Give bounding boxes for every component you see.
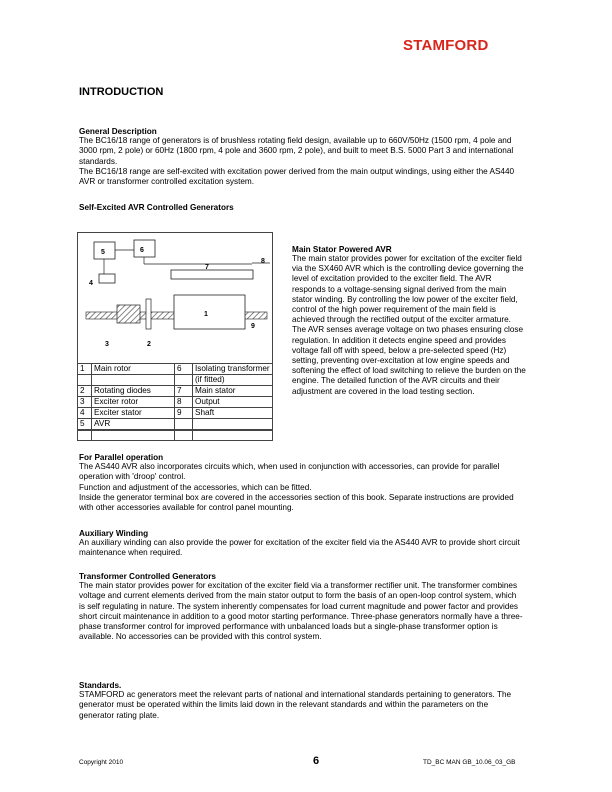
auxiliary-winding-section [79, 529, 524, 559]
main-stator-heading: Main Stator Powered AVR [292, 245, 392, 254]
diagram-label-7: 7 [205, 264, 209, 271]
stamford-logo: STAMFORD [403, 37, 489, 54]
exciter-stator [99, 274, 115, 283]
general-description-paragraph-2: The BC16/18 range are self-excited with excitation power derived from the main output windings, using either the AS440 AVR or transformer controlled excitation system. [79, 166, 515, 187]
footer-document-code: TD_BC MAN GB_10.06_03_GB [423, 759, 516, 766]
diagram-label-2: 2 [147, 341, 151, 348]
diagram-label-8: 8 [261, 258, 265, 265]
diagram-label-9: 9 [251, 323, 255, 330]
diagram-label-1: 1 [204, 311, 208, 318]
isolating-transformer-box [134, 240, 155, 257]
transformer-controlled-section [79, 572, 524, 643]
main-rotor [174, 295, 245, 329]
legend-row: 5 AVR [78, 419, 273, 430]
general-description-paragraph-1: The BC16/18 range of generators is of brushless rotating field design, available up to 660V/50Hz (1500 rpm, 4 pole and 3000 rpm, 2 pole) or 60Hz (1800 rpm, 4 pole and 3600 rpm, 2 pole), and built to meet B.S. 5000 Part 3 and international standards. [79, 136, 514, 166]
parallel-operation-paragraph-1: The AS440 AVR also incorporates circuits which, when used in conjunction with accessories, can provide for parallel operation with 'droop' control. [79, 462, 500, 482]
diagram-label-6: 6 [140, 247, 144, 254]
generator-schematic [78, 233, 274, 365]
auxiliary-winding-heading: Auxiliary Winding [79, 529, 149, 538]
main-stator-section [292, 245, 527, 397]
parallel-operation-paragraph-2: Function and adjustment of the accessories, which can be fitted. [79, 482, 312, 492]
exciter-rotor [117, 305, 140, 323]
diagram-label-4: 4 [89, 280, 93, 287]
main-stator [171, 270, 253, 279]
legend-row: 2 Rotating diodes 7 Main stator [78, 386, 273, 397]
rotating-diodes [146, 299, 151, 329]
legend-row: 4 Exciter stator 9 Shaft [78, 408, 273, 419]
footer-copyright: Copyright 2010 [79, 759, 124, 766]
standards-body: STAMFORD ac generators meet the relevant parts of national and international standards pertaining to generators. The generator must be operated within the limits laid down in the relevant standards and within the parameters on the generator rating plate. [79, 690, 512, 720]
transformer-controlled-body: The main stator provides power for excitation of the exciter field via a transformer rectifier unit. The transformer combines voltage and current elements derived from the main stator output to form the basis of an open-loop control system, which is self regulating in nature. The system inherently compensates for load current magnitude and power factor and provides short circuit maintenance in addition to a good motor starting performance. Three-phase generators normally have a three-phase transformer control for improved performance with unbalanced loads but a single-phase transformer option is available. No accessories can be provided with this control system. [79, 581, 523, 642]
self-excited-heading: Self-Excited AVR Controlled Generators [79, 203, 234, 212]
diagram-legend-table [77, 363, 273, 441]
standards-section [79, 681, 524, 721]
footer-page-number: 6 [313, 755, 320, 767]
parallel-operation-heading: For Parallel operation [79, 453, 164, 462]
diagram-label-3: 3 [105, 341, 109, 348]
self-excited-section [79, 203, 524, 212]
general-description-heading: General Description [79, 127, 157, 136]
parallel-operation-section [79, 453, 524, 513]
general-description-section [79, 127, 524, 187]
standards-heading: Standards. [79, 681, 122, 690]
main-stator-body: The main stator provides power for excitation of the exciter field via the SX460 AVR which is the controlling device governing the level of excitation provided to the exciter field. The AVR responds to a voltage-sensing signal derived from the main stator winding. By controlling the low power of the exciter field, control of the high power requirement of the main field is achieved through the rectified output of the exciter armature. The AVR senses average voltage on two phases ensuring close regulation. In addition it detects engine speed and provides voltage fall off with speed, below a pre-selected speed (Hz) setting, preventing over-excitation at low engine speeds and softening the effect of load switching to relieve the burden on the engine. The detailed function of the AVR circuits and their adjustment are covered in the load testing section. [292, 254, 526, 396]
legend-row [78, 430, 273, 441]
auxiliary-winding-body: An auxiliary winding can also provide the power for excitation of the exciter field via the AS440 AVR to provide short circuit maintenance when required. [79, 538, 520, 558]
page-title: INTRODUCTION [79, 86, 164, 98]
parallel-operation-paragraph-3: Inside the generator terminal box are covered in the accessories section of this book. Separate instructions are provided with other accessories available for control panel mounting. [79, 492, 514, 513]
legend-row: 1 Main rotor 6 Isolating transformer [78, 364, 273, 375]
legend-row: 3 Exciter rotor 8 Output [78, 397, 273, 408]
transformer-controlled-heading: Transformer Controlled Generators [79, 572, 216, 581]
legend-row: (if fitted) [78, 375, 273, 386]
diagram-label-5: 5 [101, 249, 105, 256]
